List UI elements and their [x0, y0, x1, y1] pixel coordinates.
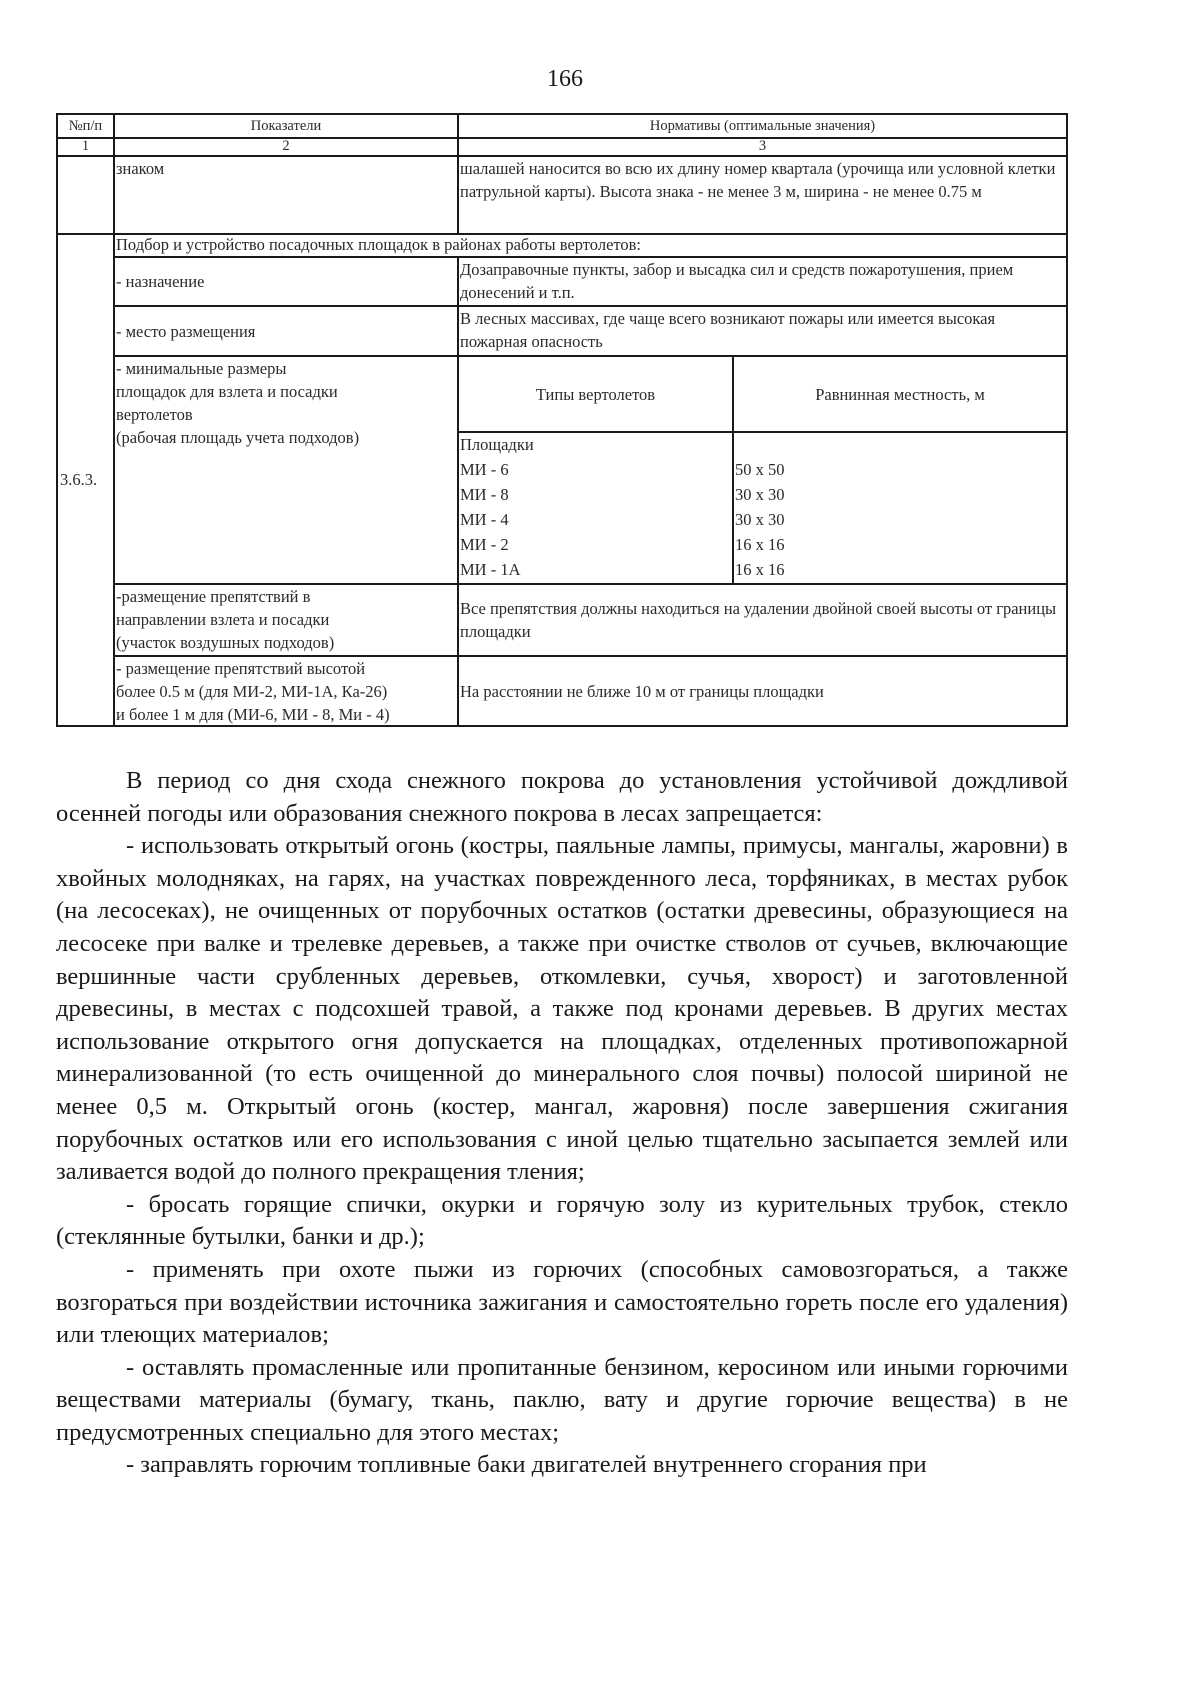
- body-intro: В период со дня схода снежного покрова до установления устойчивой дождливой осенней погоды или образования снежного покрова в лесах запрещается:: [56, 767, 1068, 827]
- body-item: - заправлять горючим топливные баки двигателей внутреннего сгорания при: [126, 1451, 927, 1479]
- norms-table: [56, 113, 1068, 727]
- obstacles-height-line: и более 1 м для (МИ-6, МИ - 8, Ми - 4): [116, 705, 390, 724]
- sub-header-plain-text: Равнинная местность, м: [815, 384, 985, 404]
- body-item: - применять при охоте пыжи из горючих (способных самовозгораться, а также возгораться при воздействии источника зажигания и самостоятельно гореть после его удаления) или тлеющих материалов;: [56, 1255, 1068, 1349]
- location-norm: В лесных массивах, где чаще всего возникают пожары или имеется высокая пожарная опасность: [460, 309, 996, 351]
- obstacles-approach-indicator: [116, 585, 456, 654]
- section-title: Подбор и устройство посадочных площадок в районах работы вертолетов:: [116, 235, 642, 254]
- obstacles-height-norm-text: На расстоянии не ближе 10 м от границы площадки: [460, 681, 824, 701]
- obstacles-height-indicator: [116, 657, 456, 726]
- obstacles-approach-norm: [460, 585, 1060, 655]
- sizes-indicator: [116, 357, 456, 449]
- col-number-1: 1: [81, 138, 90, 154]
- helicopter-type: МИ - 4: [460, 510, 509, 529]
- sizes-indicator-line: вертолетов: [116, 405, 193, 424]
- platform-size: 30 х 30: [735, 485, 785, 504]
- purpose-norm: Дозаправочные пункты, забор и высадка сил и средств пожаротушения, прием донесений и т.п.: [460, 260, 1014, 302]
- obstacles-height-norm: [460, 657, 1060, 725]
- purpose-indicator: [116, 258, 454, 305]
- header-indicators: Показатели: [250, 118, 322, 134]
- platform-size: 16 х 16: [735, 560, 785, 579]
- page-number: 166: [547, 66, 583, 92]
- sub-header-types: [459, 357, 732, 431]
- header-number: №п/п: [68, 118, 103, 134]
- purpose-indicator-text: - назначение: [116, 272, 205, 291]
- col-number-2: 2: [282, 138, 290, 154]
- col-number-3: 3: [758, 138, 767, 154]
- obstacles-approach-norm-text: Все препятствия должны находиться на удалении двойной своей высоты от границы площадки: [460, 599, 1057, 641]
- body-text: [56, 765, 1068, 1482]
- location-indicator-text: - место размещения: [116, 321, 256, 341]
- platform-size: 16 х 16: [735, 535, 785, 554]
- platform-size: 50 х 50: [735, 460, 785, 479]
- sizes-indicator-line: площадок для взлета и посадки: [116, 382, 338, 401]
- obstacles-height-line: более 0.5 м (для МИ-2, МИ-1А, Ка-26): [116, 682, 388, 701]
- obstacles-approach-line: (участок воздушных подходов): [116, 633, 335, 652]
- body-item: - оставлять промасленные или пропитанные бензином, керосином или иными горючими веществами материалы (бумагу, ткань, паклю, вату и другие горючие вещества) в не предусмотренных специально для этого местах;: [56, 1353, 1068, 1446]
- helicopter-type: МИ - 2: [460, 535, 509, 554]
- sub-header-plain: [734, 357, 1066, 431]
- section-number: [60, 233, 112, 725]
- helicopter-type: МИ - 1А: [460, 560, 521, 579]
- sign-norm: шалашей наносится во всю их длину номер квартала (урочища или условной клетки патрульной карты). Высота знака - не менее 3 м, ширина - не менее 0.75 м: [460, 159, 1056, 201]
- helicopter-type: МИ - 6: [460, 460, 509, 479]
- obstacles-height-line: - размещение препятствий высотой: [116, 659, 366, 678]
- sizes-indicator-line: (рабочая площадь учета подходов): [116, 428, 360, 447]
- body-item: - использовать открытый огонь (костры, паяльные лампы, примусы, мангалы, жаровни) в хвойных молодняках, на гарях, на участках поврежденного леса, торфяниках, в местах рубок (на лесосеках), не очищенных от порубочных остатков (остатки древесины, образующиеся на лесосеке при валке и трелевке деревьев, а также при очистке стволов от сучьев, включающие вершинные части срубленных деревьев, откомлевки, сучья, хворост) и заготовленной древесины, в местах с подсохшей травой, а также под кронами деревьев. В других местах использование открытого огня допускается на площадках, отделенных противопожарной минерализованной (то есть очищенной до минерального слоя почвы) полосой шириной не менее 0,5 м. Открытый огонь (костер, мангал, жаровня) после завершения сжигания порубочных остатков или его использования с иной целью тщательно засыпается землей или заливается водой до полного прекращения тления;: [56, 832, 1068, 1186]
- sizes-indicator-line: - минимальные размеры: [116, 359, 287, 378]
- obstacles-approach-line: направлении взлета и посадки: [116, 610, 330, 629]
- platform-size: 30 х 30: [735, 510, 785, 529]
- sign-indicator: знаком: [116, 159, 165, 178]
- platforms-label: Площадки: [460, 435, 534, 454]
- section-number-text: 3.6.3.: [60, 469, 98, 489]
- header-norms: Нормативы (оптимальные значения): [649, 118, 876, 134]
- location-indicator: [116, 307, 454, 355]
- obstacles-approach-line: -размещение препятствий в: [116, 587, 311, 606]
- helicopter-sizes: [735, 457, 1055, 582]
- helicopter-types: [460, 432, 730, 582]
- helicopter-type: МИ - 8: [460, 485, 509, 504]
- sub-header-types-text: Типы вертолетов: [535, 384, 656, 404]
- body-item: - бросать горящие спички, окурки и горячую золу из курительных трубок, стекло (стеклянные бутылки, банки и др.);: [56, 1190, 1068, 1251]
